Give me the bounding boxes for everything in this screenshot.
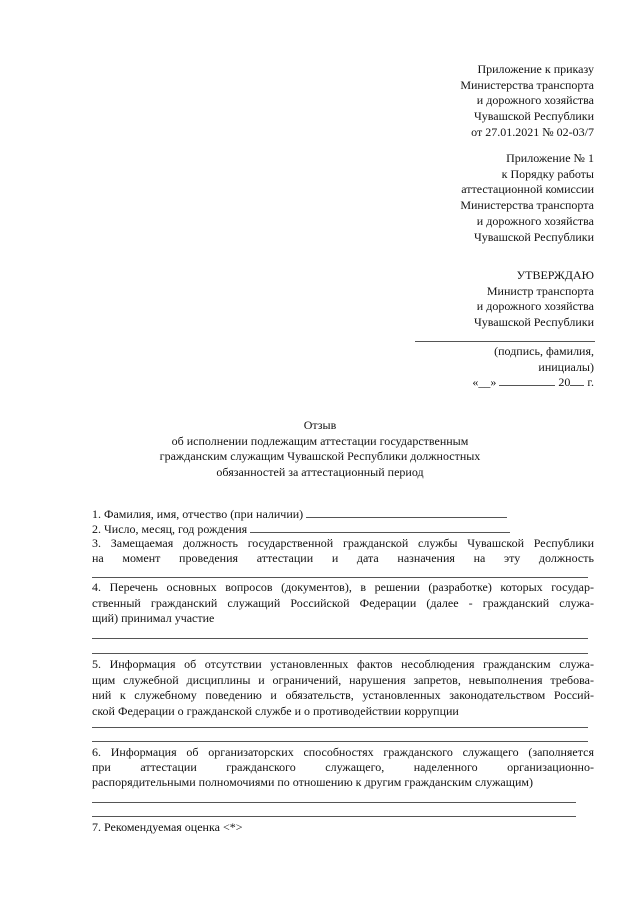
appendix-procedure-line: аттестационной комиссии: [461, 182, 594, 197]
item-3-line: 3. Замещаемая должность государственной гражданской службы Чувашской Республики: [92, 536, 594, 550]
signature-caption-line: инициалы): [538, 359, 594, 374]
item-6-word: аттестации: [140, 760, 197, 774]
questions-field-line-1[interactable]: [92, 638, 588, 639]
organizational-field-line-2[interactable]: [92, 816, 576, 817]
appendix-procedure-line: и дорожного хозяйства: [476, 213, 594, 228]
item-2-label: 2. Число, месяц, год рождения: [92, 522, 248, 536]
item-3-word: дата: [356, 551, 379, 565]
item-3-word: эту: [504, 551, 521, 565]
item-3-word: момент: [122, 551, 161, 565]
appendix-procedure-line: к Порядку работы: [501, 166, 594, 181]
date-month-field[interactable]: [499, 374, 555, 386]
signature-caption-line: (подпись, фамилия,: [494, 344, 594, 358]
item-7: 7. Рекомендуемая оценка <*>: [92, 820, 243, 834]
item-6-line: 6. Информация об организаторских способностях гражданского служащего (заполняется: [92, 745, 594, 759]
full-name-field[interactable]: [306, 506, 507, 518]
approval-line: Чувашской Республики: [473, 315, 594, 330]
signature-caption: [494, 344, 594, 375]
compliance-field-line-2[interactable]: [92, 741, 588, 742]
item-6-line: распорядительными полномочиями по отношению к другим гражданским служащим): [92, 775, 533, 789]
appendix-procedure-line: Министерства транспорта: [460, 198, 594, 213]
appendix-order-block: [460, 62, 594, 141]
item-6-word: гражданского: [226, 760, 296, 774]
document-subtitle-line: об исполнении подлежащим аттестации государственным: [171, 433, 469, 448]
date-year-field[interactable]: [570, 374, 584, 386]
appendix-procedure-block: [460, 151, 594, 245]
document-title: Отзыв: [303, 418, 337, 432]
position-field[interactable]: [92, 577, 588, 578]
item-4-line: щий) принимал участие: [92, 611, 215, 625]
approval-block: [474, 268, 594, 331]
item-3-word: должность: [538, 551, 594, 565]
item-3-word: на: [92, 551, 104, 565]
date-suffix: г.: [587, 375, 594, 389]
date-year: 20: [558, 375, 571, 389]
item-6-word: наделенного: [413, 760, 478, 774]
item-6-line2: [92, 760, 594, 775]
item-1: [92, 506, 507, 522]
item-4-line: 4. Перечень основных вопросов (документов), в решении (разработке) которых государ-: [92, 580, 594, 594]
appendix-order-line: Чувашской Республики: [473, 109, 594, 124]
item-6-word: при: [92, 760, 111, 774]
item-3-word: назначения: [397, 551, 455, 565]
date-day: «__»: [472, 375, 497, 389]
item-5-line: 5. Информация об отсутствии установленных фактов несоблюдения гражданским служа-: [92, 657, 594, 671]
document-subtitle-line: гражданским служащим Чувашской Республики должностных: [159, 449, 481, 463]
appendix-procedure-line: Чувашской Республики: [473, 229, 594, 244]
birth-date-field[interactable]: [250, 521, 510, 533]
questions-field-line-2[interactable]: [92, 653, 588, 654]
item-3-word: и: [331, 551, 339, 565]
item-4: [92, 580, 594, 627]
appendix-order-line: и дорожного хозяйства: [476, 93, 594, 108]
appendix-order-line: Министерства транспорта: [460, 77, 594, 92]
item-3-line2: [92, 551, 594, 566]
item-3-word: аттестации: [256, 551, 314, 565]
item-5: [92, 657, 594, 719]
compliance-field-line-1[interactable]: [92, 727, 588, 728]
item-3-word: проведения: [179, 551, 239, 565]
item-6-word: служащего,: [325, 760, 385, 774]
item-4-line: ственный гражданский служащий Российской Федерации (далее - гражданский служа-: [92, 595, 594, 610]
item-6-word: организационно-: [507, 760, 594, 774]
appendix-order-line: от 27.01.2021 № 02-03/7: [471, 124, 594, 139]
item-2: [92, 521, 510, 537]
item-1-label: 1. Фамилия, имя, отчество (при наличии): [92, 507, 304, 521]
approval-date: [472, 374, 594, 390]
item-5-line: ской Федерации о гражданской службе и о противодействии коррупции: [92, 703, 459, 718]
item-5-line: щим служебной дисциплины и ограничений, нарушения запретов, невыполнения требова-: [92, 672, 594, 687]
approval-title: УТВЕРЖДАЮ: [516, 268, 594, 282]
appendix-procedure-line: Приложение № 1: [506, 151, 594, 165]
signature-line[interactable]: [415, 341, 595, 342]
approval-line: и дорожного хозяйства: [476, 299, 594, 314]
document-heading: [0, 418, 640, 480]
approval-line: Министр транспорта: [486, 283, 594, 298]
appendix-order-line: Приложение к приказу: [477, 62, 594, 76]
item-3-word: на: [473, 551, 486, 565]
organizational-field-line-1[interactable]: [92, 802, 576, 803]
item-5-line: ний к служебному поведению и обязательств, установленных законодательством Россий-: [92, 688, 594, 702]
document-subtitle-line: обязанностей за аттестационный период: [216, 464, 424, 479]
